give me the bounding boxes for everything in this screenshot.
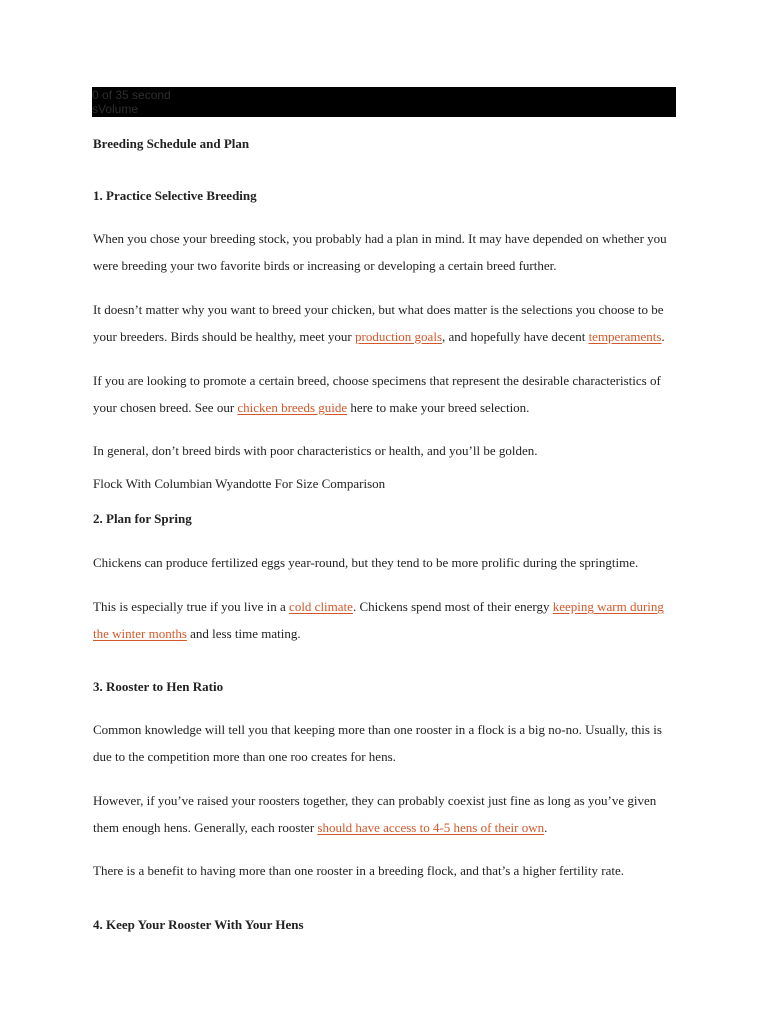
paragraph-fertility-benefit: There is a benefit to having more than one rooster in a breeding flock, and that’s a higher fertility rate. bbox=[93, 863, 625, 878]
video-time-label: 0 of 35 second bbox=[92, 88, 171, 102]
text-segment: . Chickens spend most of their energy bbox=[352, 599, 553, 614]
link-keeping-warm-winter[interactable]: keeping warm during the winter months bbox=[93, 599, 664, 641]
text-segment: This is especially true if you live in a bbox=[93, 599, 290, 614]
text-segment: It doesn’t matter why you want to breed your chicken, but what does matter is the selections you choose to be your breeders. Birds should be healthy, meet your bbox=[93, 302, 664, 344]
link-hens-per-rooster[interactable]: should have access to 4-5 hens of their own bbox=[317, 819, 545, 835]
text-segment: . bbox=[544, 819, 548, 835]
link-production-goals[interactable]: production goals bbox=[354, 328, 442, 344]
paragraph-promote-breed bbox=[93, 368, 673, 421]
paragraph-general-advice: In general, don’t breed birds with poor characteristics or health, and you’ll be golden. bbox=[93, 443, 538, 458]
section-heading-rooster-hen-ratio: 3. Rooster to Hen Ratio bbox=[93, 679, 224, 694]
text-segment: here to make your breed selection. bbox=[347, 399, 530, 415]
section-heading-keep-rooster: 4. Keep Your Rooster With Your Hens bbox=[93, 917, 304, 932]
paragraph-breeding-stock: When you chose your breeding stock, you probably had a plan in mind. It may have depended on whether you were breeding your two favorite birds or increasing or developing a certain breed further. bbox=[93, 231, 667, 273]
text-segment: If you are looking to promote a certain breed, choose specimens that represent the desirable characteristics of your chosen breed. See our bbox=[93, 373, 661, 415]
paragraph-fertilized-eggs: Chickens can produce fertilized eggs year-round, but they tend to be more prolific during the springtime. bbox=[93, 555, 639, 570]
text-segment: However, if you’ve raised your roosters together, they can probably coexist just fine as long as you’ve given them enough hens. Generally, each rooster bbox=[93, 793, 657, 835]
section-heading-selective-breeding: 1. Practice Selective Breeding bbox=[93, 188, 257, 203]
paragraph-cold-climate bbox=[93, 594, 673, 647]
article-title: Breeding Schedule and Plan bbox=[93, 136, 250, 151]
section-heading-plan-for-spring: 2. Plan for Spring bbox=[93, 511, 192, 526]
text-segment: , and hopefully have decent bbox=[442, 328, 589, 344]
text-segment: and less time mating. bbox=[186, 625, 301, 641]
paragraph-raised-roosters bbox=[93, 788, 673, 841]
video-player-bar[interactable] bbox=[92, 87, 676, 117]
link-chicken-breeds-guide[interactable]: chicken breeds guide bbox=[237, 399, 348, 415]
link-temperaments[interactable]: temperaments bbox=[588, 328, 662, 344]
video-volume-label[interactable]: sVolume bbox=[92, 102, 139, 116]
text-segment: . bbox=[661, 328, 665, 344]
paragraph-common-knowledge: Common knowledge will tell you that keeping more than one rooster in a flock is a big no-no. Usually, this is due to the competition more than one roo creates for hens. bbox=[93, 722, 662, 764]
link-cold-climate[interactable]: cold climate bbox=[289, 599, 353, 614]
paragraph-breeder-selection bbox=[93, 297, 673, 350]
image-caption: Flock With Columbian Wyandotte For Size Comparison bbox=[93, 476, 386, 491]
